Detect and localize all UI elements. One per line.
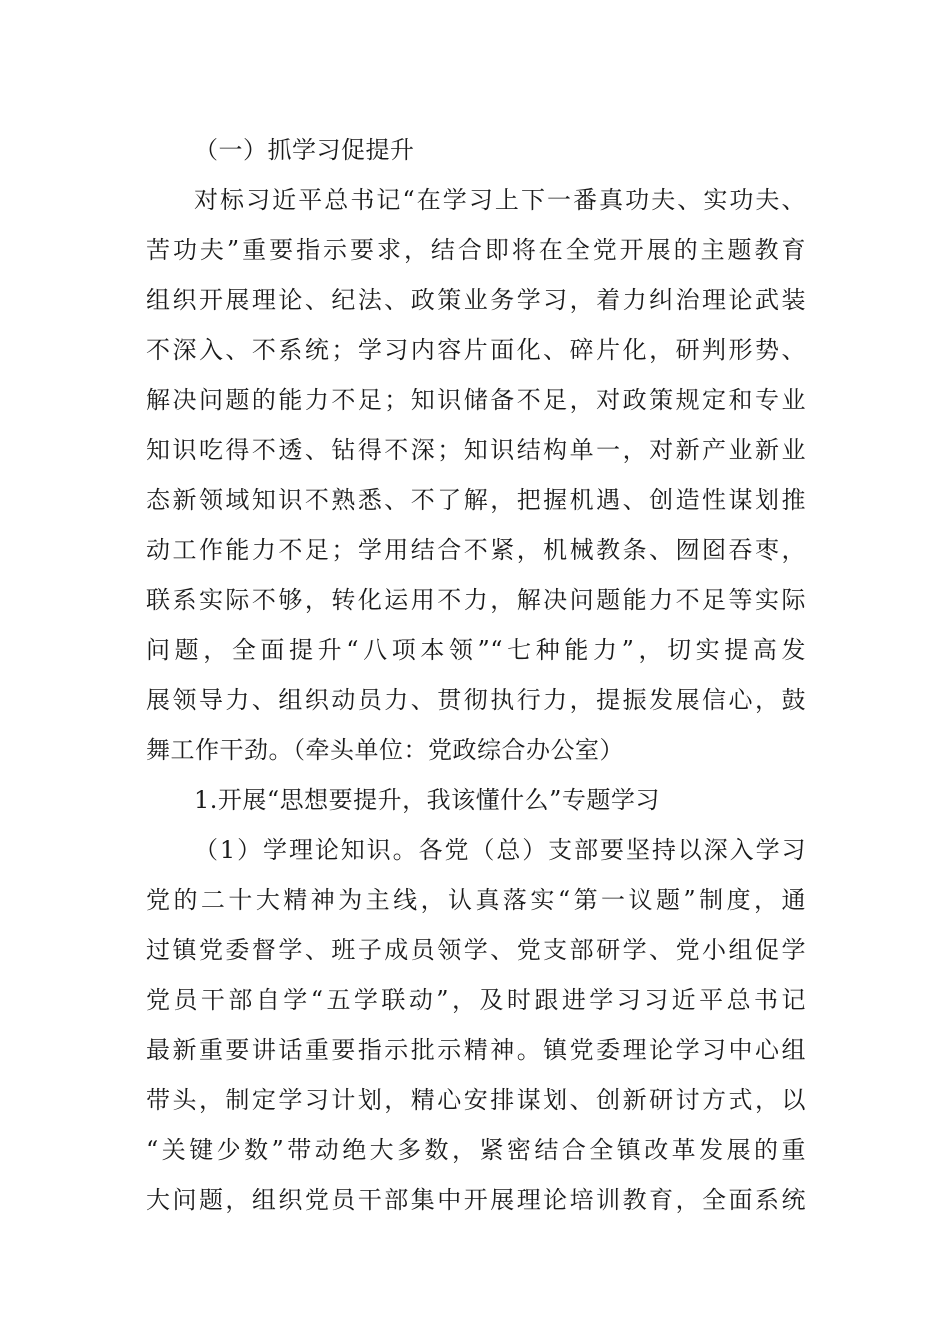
document-body <box>146 125 806 1225</box>
text-line: 问题，全面提升“八项本领”“七种能力”，切实提高发 <box>146 636 806 664</box>
text-line: 过镇党委督学、班子成员领学、党支部研学、党小组促学 <box>146 936 806 964</box>
text-line: 对标习近平总书记“在学习上下一番真功夫、实功夫、 <box>194 186 806 214</box>
text-line: 党员干部自学“五学联动”，及时跟进学习习近平总书记 <box>146 986 806 1014</box>
text-line: 苦功夫”重要指示要求，结合即将在全党开展的主题教育 <box>146 236 806 264</box>
text-line: 联系实际不够，转化运用不力，解决问题能力不足等实际 <box>146 586 806 614</box>
text-line: 最新重要讲话重要指示批示精神。镇党委理论学习中心组 <box>146 1036 806 1064</box>
text-line: （一）抓学习促提升 <box>194 136 415 164</box>
text-line: 党的二十大精神为主线，认真落实“第一议题”制度，通 <box>146 886 806 914</box>
text-line: 知识吃得不透、钻得不深；知识结构单一，对新产业新业 <box>146 436 806 464</box>
text-line: “关键少数”带动绝大多数，紧密结合全镇改革发展的重 <box>146 1136 806 1164</box>
text-line: 动工作能力不足；学用结合不紧，机械教条、囫囵吞枣， <box>146 536 806 564</box>
text-line: （1）学理论知识。各党（总）支部要坚持以深入学习 <box>194 836 806 864</box>
text-line: 组织开展理论、纪法、政策业务学习，着力纠治理论武装 <box>146 286 806 314</box>
text-line: 舞工作干劲。（牵头单位：党政综合办公室） <box>146 736 624 764</box>
text-line: 大问题，组织党员干部集中开展理论培训教育，全面系统 <box>146 1186 806 1214</box>
text-line: 带头，制定学习计划，精心安排谋划、创新研讨方式，以 <box>146 1086 806 1114</box>
text-line: 不深入、不系统；学习内容片面化、碎片化，研判形势、 <box>146 336 806 364</box>
text-line: 1.开展“思想要提升，我该懂什么”专题学习 <box>194 786 660 814</box>
text-line: 解决问题的能力不足；知识储备不足，对政策规定和专业 <box>146 386 806 414</box>
text-line: 态新领域知识不熟悉、不了解，把握机遇、创造性谋划推 <box>146 486 806 514</box>
text-line: 展领导力、组织动员力、贯彻执行力，提振发展信心，鼓 <box>146 686 806 714</box>
